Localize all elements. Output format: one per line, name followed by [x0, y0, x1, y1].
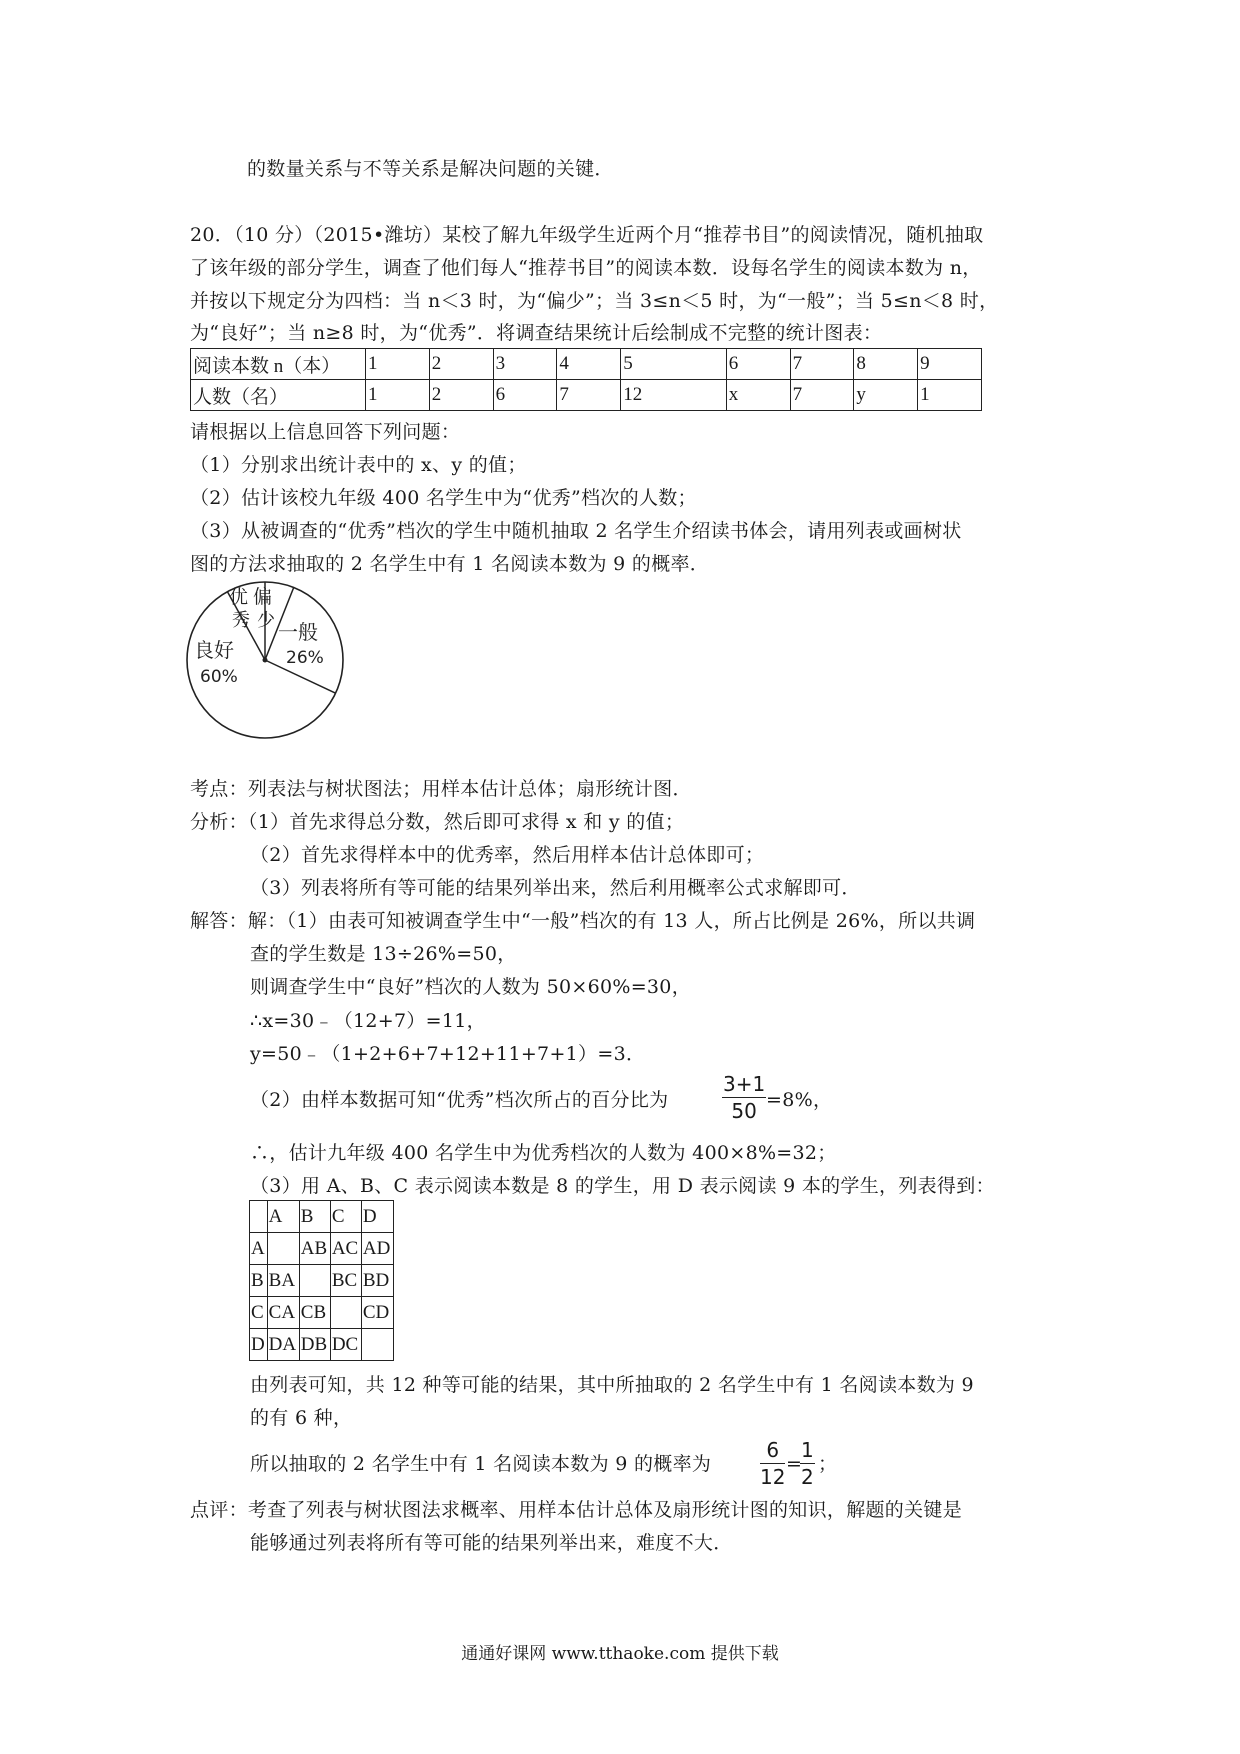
header-label-cell: 阅读本数 n（本） — [191, 349, 366, 380]
table-cell: CA — [267, 1297, 299, 1329]
sub-question-2: （2）估计该校九年级 400 名学生中为“优秀”档次的人数； — [190, 487, 697, 509]
reading-stats-table — [190, 348, 982, 411]
fraction-numerator: 3+1 — [723, 1072, 766, 1096]
sub-question-3-line-1: （3）从被调查的“优秀”档次的学生中随机抽取 2 名学生介绍读书体会，请用列表或画树状 — [190, 520, 962, 542]
table-cell: 8 — [854, 349, 918, 380]
jieda-line-4: ∴x=30﹣（12+7）=11， — [250, 1010, 486, 1032]
fraction-denominator: 12 — [760, 1465, 786, 1489]
jieda-line-5: y=50﹣（1+2+6+7+12+11+7+1）=3． — [250, 1043, 646, 1065]
slice-label-lianghao: 良好 — [194, 638, 234, 662]
table-cell: D — [250, 1329, 268, 1361]
table-cell: DC — [330, 1329, 361, 1361]
table-cell — [267, 1233, 299, 1265]
table-row — [250, 1297, 394, 1329]
table-cell: 7 — [557, 380, 621, 411]
table-cell: x — [726, 380, 790, 411]
table-cell: 9 — [918, 349, 982, 380]
table-cell: 2 — [429, 380, 493, 411]
page-footer: 通通好课网 www.tthaoke.com 提供下载 — [461, 1644, 779, 1664]
table-cell: B — [250, 1265, 268, 1297]
equals-sign: = — [786, 1453, 803, 1475]
question-line-4: 为“良好”；当 n≥8 时，为“优秀”．将调查结果统计后绘制成不完整的统计图表： — [190, 322, 883, 344]
table-cell: AD — [361, 1233, 393, 1265]
fraction-denominator: 2 — [801, 1465, 814, 1489]
table-cell: 6 — [493, 380, 557, 411]
table-cell: A — [250, 1233, 268, 1265]
table-cell: 1 — [918, 380, 982, 411]
part3-text: （3）用 A、B、C 表示阅读本数是 8 的学生，用 D 表示阅读 9 本的学生，列表得到： — [250, 1175, 995, 1197]
table-cell — [330, 1297, 361, 1329]
jieda-line-3: 则调查学生中“良好”档次的人数为 50×60%=30， — [250, 976, 691, 998]
jieda-line-1: 解答：解：（1）由表可知被调查学生中“一般”档次的有 13 人，所占比例是 26%，所以共调 — [190, 910, 976, 932]
slice-label-yiban: 一般 — [278, 620, 318, 644]
table-cell: BC — [330, 1265, 361, 1297]
table-cell: CD — [361, 1297, 393, 1329]
table-cell: 12 — [621, 380, 727, 411]
table-cell: AB — [299, 1233, 330, 1265]
part2-tail: =8%， — [766, 1089, 833, 1111]
kaodian-line: 考点：列表法与树状图法；用样本估计总体；扇形统计图． — [190, 778, 692, 800]
fenxi-line-3: （3）列表将所有等可能的结果列举出来，然后利用概率公式求解即可． — [250, 877, 861, 899]
dianping-line-1: 点评：考查了列表与树状图法求概率、用样本估计总体及扇形统计图的知识，解题的关键是 — [190, 1499, 963, 1521]
table-cell: AC — [330, 1233, 361, 1265]
percent-fraction — [722, 1071, 766, 1124]
question-line-1: 20．（10 分）（2015•潍坊）某校了解九年级学生近两个月“推荐书目”的阅读情况，随机抽取 — [190, 224, 984, 246]
table-cell: 6 — [726, 349, 790, 380]
table-cell: 1 — [366, 349, 430, 380]
dianping-line-2: 能够通过列表将所有等可能的结果列举出来，难度不大． — [250, 1532, 733, 1554]
table-cell: C — [330, 1201, 361, 1233]
probability-fraction-1 — [760, 1437, 785, 1490]
table-cell: BA — [267, 1265, 299, 1297]
slice-label-youxiu-1: 优 — [229, 586, 249, 608]
sub-question-3-line-2: 图的方法求抽取的 2 名学生中有 1 名阅读本数为 9 的概率． — [190, 553, 710, 575]
table-row — [250, 1201, 394, 1233]
table-cell: 2 — [429, 349, 493, 380]
table-cell: 5 — [621, 349, 727, 380]
table-cell: 7 — [790, 349, 854, 380]
table-row — [191, 349, 982, 380]
table-row — [250, 1233, 394, 1265]
part3-final-text: 所以抽取的 2 名学生中有 1 名阅读本数为 9 的概率为 — [250, 1453, 712, 1475]
fenxi-line-2: （2）首先求得样本中的优秀率，然后用样本估计总体即可； — [250, 844, 765, 866]
table-cell — [361, 1329, 393, 1361]
part3-after-line-2: 的有 6 种， — [250, 1407, 353, 1429]
table-cell: C — [250, 1297, 268, 1329]
table-cell: 7 — [790, 380, 854, 411]
table-row — [250, 1265, 394, 1297]
slice-label-youxiu-2: 秀 — [232, 610, 250, 631]
table-row — [250, 1329, 394, 1361]
slice-label-pianshao-2: 少 — [257, 610, 275, 631]
table-cell: BD — [361, 1265, 393, 1297]
slice-label-pianshao-1: 偏 — [253, 586, 273, 608]
row-label-cell: 人数（名） — [191, 380, 366, 411]
slice-value-lianghao: 60% — [200, 667, 238, 687]
table-cell: CB — [299, 1297, 330, 1329]
final-tail: ； — [818, 1453, 838, 1475]
fraction-numerator: 1 — [801, 1438, 814, 1462]
table-cell — [299, 1265, 330, 1297]
sub-question-intro: 请根据以上信息回答下列问题： — [190, 421, 461, 443]
probability-fraction-2 — [800, 1437, 815, 1490]
pie-center-dot — [263, 658, 268, 663]
sub-question-1: （1）分别求出统计表中的 x、y 的值； — [190, 454, 527, 476]
jieda-line-2: 查的学生数是 13÷26%=50， — [250, 943, 517, 965]
fraction-numerator: 6 — [760, 1437, 785, 1464]
fenxi-line-1: 分析：（1）首先求得总分数，然后即可求得 x 和 y 的值； — [190, 811, 685, 833]
table-cell: DB — [299, 1329, 330, 1361]
table-cell: y — [854, 380, 918, 411]
table-cell: A — [267, 1201, 299, 1233]
fraction-denominator: 50 — [731, 1099, 757, 1123]
slice-value-yiban: 26% — [286, 648, 324, 668]
table-cell: 1 — [366, 380, 430, 411]
pie-chart — [184, 578, 354, 748]
table-row — [191, 380, 982, 411]
part2-text: （2）由样本数据可知“优秀”档次所占的百分比为 — [250, 1089, 669, 1111]
outcome-grid — [249, 1200, 394, 1361]
part3-after-line-1: 由列表可知，共 12 种等可能的结果，其中所抽取的 2 名学生中有 1 名阅读本数为 9 — [250, 1374, 974, 1396]
question-line-3: 并按以下规定分为四档：当 n＜3 时，为“偏少”；当 3≤n＜5 时，为“一般”；当 5≤n＜8 时， — [190, 290, 999, 312]
part2-conclusion: ∴，估计九年级 400 名学生中为优秀档次的人数为 400×8%=32； — [250, 1142, 837, 1164]
table-cell: 3 — [493, 349, 557, 380]
table-cell: 4 — [557, 349, 621, 380]
table-cell: DA — [267, 1329, 299, 1361]
intro-line: 的数量关系与不等关系是解决问题的关键． — [247, 158, 614, 180]
table-cell: B — [299, 1201, 330, 1233]
question-line-2: 了该年级的部分学生，调查了他们每人“推荐书目”的阅读本数．设每名学生的阅读本数为 n， — [190, 257, 982, 279]
table-cell: D — [361, 1201, 393, 1233]
table-cell — [250, 1201, 268, 1233]
